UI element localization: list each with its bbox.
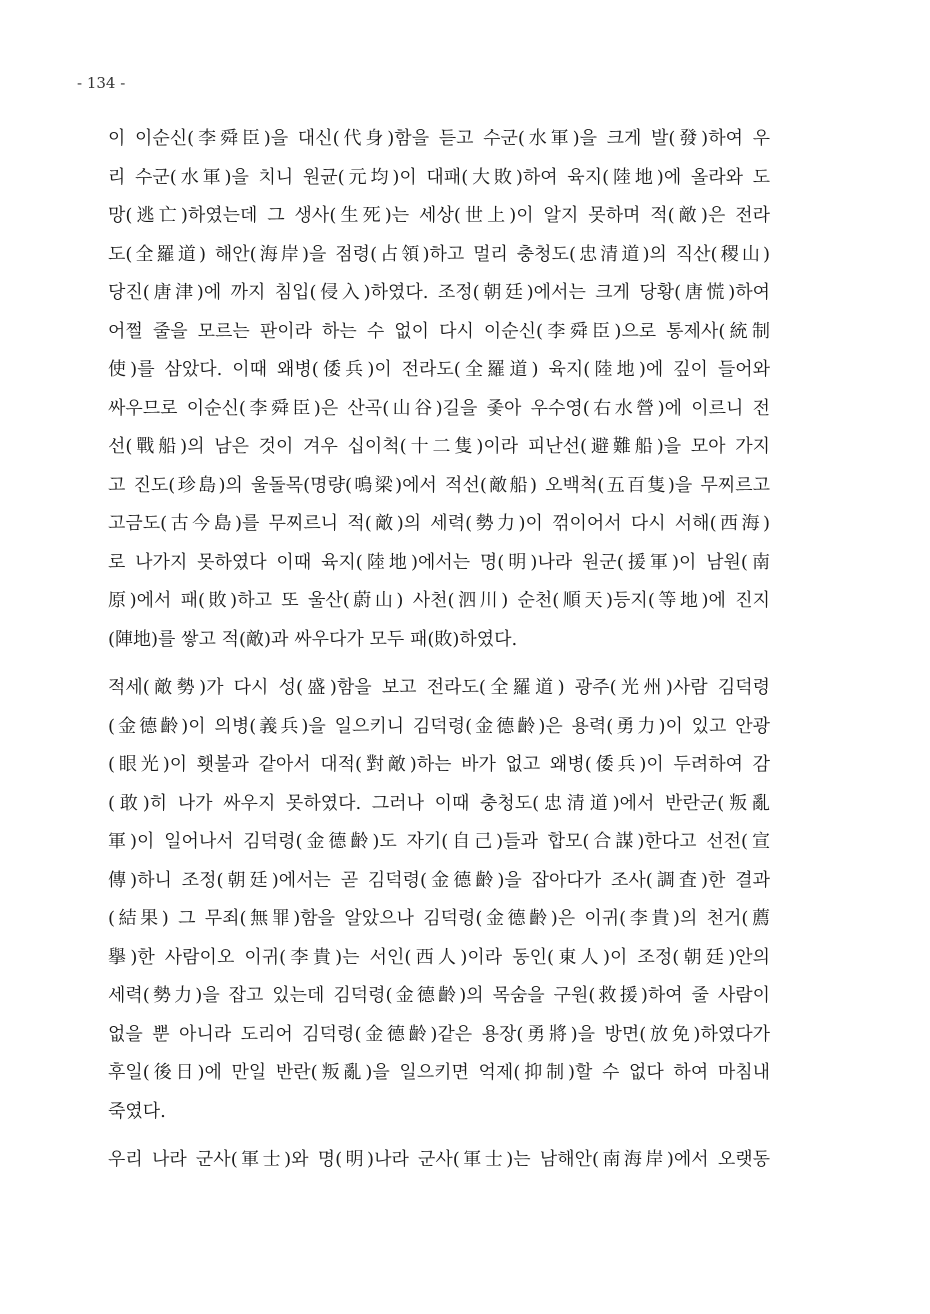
text-line: (結果) 그 무죄(無罪)함을 알았으나 김덕령(金德齡)은 이귀(李貴)의 천거(薦 bbox=[108, 908, 770, 929]
page-body bbox=[108, 120, 770, 1180]
text-line: 고 진도(珍島)의 울돌목(명량(鳴梁)에서 적선(敵船) 오백척(五百隻)을 무찌르고 bbox=[108, 474, 770, 496]
text-line: 적세(敵勢)가 다시 성(盛)함을 보고 전라도(全羅道) 광주(光州)사람 김덕령 bbox=[108, 677, 770, 698]
text-line: 고금도(古今島)를 무찌르니 적(敵)의 세력(勢力)이 꺾이어서 다시 서해(西海) bbox=[108, 513, 770, 534]
text-line: (敢)히 나가 싸우지 못하였다. 그러나 이때 충청도(忠清道)에서 반란군(叛亂 bbox=[108, 792, 770, 814]
text-line: 도(全羅道) 해안(海岸)을 점령(占領)하고 멀리 충청도(忠清道)의 직산(稷山) bbox=[108, 243, 770, 265]
text-line: 세력(勢力)을 잡고 있는데 김덕령(金德齡)의 목숨을 구원(救援)하여 줄 사람이 bbox=[108, 985, 770, 1006]
text-line: 이 이순신(李舜臣)을 대신(代身)함을 듣고 수군(水軍)을 크게 발(發)하여 우 bbox=[108, 128, 770, 149]
paragraph-1 bbox=[108, 120, 770, 659]
paragraph-2 bbox=[108, 669, 770, 1131]
text-line: 擧)한 사람이오 이귀(李貴)는 서인(西人)이라 동인(東人)이 조정(朝廷)안의 bbox=[108, 946, 770, 968]
text-line: 軍)이 일어나서 김덕령(金德齡)도 자기(自己)들과 합모(合謀)한다고 선전(宣 bbox=[108, 831, 770, 852]
text-line: 어쩔 줄을 모르는 판이라 하는 수 없이 다시 이순신(李舜臣)으로 통제사(統制 bbox=[108, 320, 770, 342]
text-line: 없을 뿐 아니라 도리어 김덕령(金德齡)같은 용장(勇將)을 방면(放免)하였다가 bbox=[108, 1023, 770, 1045]
text-line: 리 수군(水軍)을 치니 원균(元均)이 대패(大敗)하여 육지(陸地)에 올라와 도 bbox=[108, 166, 770, 188]
text-line: 망(逃亡)하였는데 그 생사(生死)는 세상(世上)이 알지 못하며 적(敵)은 전라 bbox=[108, 205, 770, 226]
text-line: 후일(後日)에 만일 반란(叛亂)을 일으키면 억제(抑制)할 수 없다 하여 마침내 bbox=[108, 1062, 770, 1083]
text-line: (陣地)를 쌓고 적(敵)과 싸우다가 모두 패(敗)하였다. bbox=[108, 628, 518, 650]
text-line: 傳)하니 조정(朝廷)에서는 곧 김덕령(金德齡)을 잡아다가 조사(調査)한 결과 bbox=[108, 869, 770, 891]
paragraph-gap bbox=[108, 1131, 770, 1141]
text-line: 싸우므로 이순신(李舜臣)은 산곡(山谷)길을 좇아 우수영(右水營)에 이르니 전 bbox=[108, 397, 770, 419]
paragraph-gap bbox=[108, 659, 770, 669]
text-line: (眼光)이 횃불과 같아서 대적(對敵)하는 바가 없고 왜병(倭兵)이 두려하여 감 bbox=[108, 754, 770, 775]
text-line: 선(戰船)의 남은 것이 겨우 십이척(十二隻)이라 피난선(避難船)을 모아 가지 bbox=[108, 436, 770, 457]
text-line: 로 나가지 못하였다 이때 육지(陸地)에서는 명(明)나라 원군(援軍)이 남원(南 bbox=[108, 551, 770, 573]
text-line: 죽였다. bbox=[108, 1100, 166, 1122]
text-line: 使)를 삼았다. 이때 왜병(倭兵)이 전라도(全羅道) 육지(陸地)에 깊이 들어와 bbox=[108, 359, 770, 380]
text-line: 原)에서 패(敗)하고 또 울산(蔚山) 사천(泗川) 순천(順天)등지(等地)에 진지 bbox=[108, 590, 770, 611]
text-line: (金德齡)이 의병(義兵)을 일으키니 김덕령(金德齡)은 용력(勇力)이 있고 안광 bbox=[108, 715, 770, 737]
text-line: 당진(唐津)에 까지 침입(侵入)하였다. 조정(朝廷)에서는 크게 당황(唐慌)하여 bbox=[108, 282, 770, 303]
page-number: - 134 - bbox=[77, 74, 126, 92]
paragraph-3 bbox=[108, 1141, 770, 1180]
text-line: 우리 나라 군사(軍士)와 명(明)나라 군사(軍士)는 남해안(南海岸)에서 오랫동 bbox=[108, 1149, 770, 1170]
